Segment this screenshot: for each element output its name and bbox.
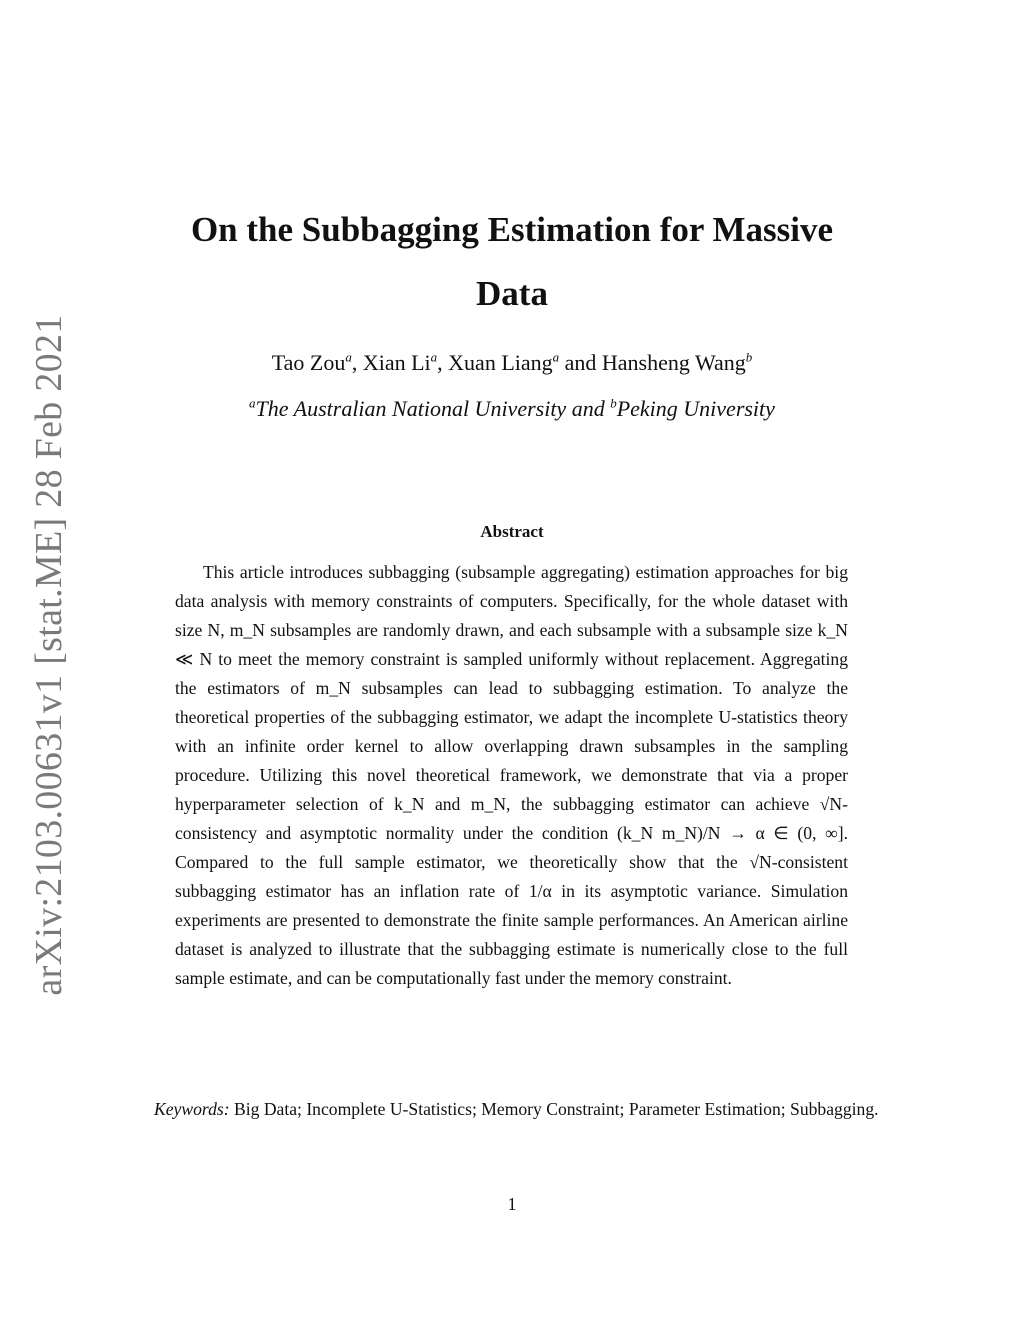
- title-line-2: Data: [476, 274, 548, 313]
- author-name: Hansheng Wang: [601, 350, 746, 375]
- paper-title: [120, 198, 904, 326]
- arxiv-identifier: arXiv:2103.00631v1 [stat.ME] 28 Feb 2021: [28, 314, 70, 996]
- affil-mark-a: a: [249, 395, 256, 411]
- affil-b: Peking University: [616, 396, 775, 421]
- author-list: Tao Zou$^a$, Xian Li$^a$, Xuan Liang$^a$ and Hansheng Wang$^b$: [271, 349, 753, 375]
- arxiv-sidebar: [22, 314, 76, 996]
- page-number: 1: [507, 1194, 517, 1214]
- abstract-heading: Abstract: [480, 522, 544, 541]
- author-name: Xuan Liang: [448, 350, 553, 375]
- author-affil-mark: a: [552, 349, 560, 365]
- author-name: Xian Li: [362, 350, 431, 375]
- keywords-label: Keywords:: [154, 1099, 230, 1119]
- author-affil-mark: a: [430, 349, 438, 365]
- affil-mark-b: b: [610, 395, 617, 411]
- abstract-body: This article introduces subbagging (subsample aggregating) estimation approaches for big data analysis with memory constraints of computers. Specifically, for the whole dataset with size N, m_N subsamples are randomly drawn, and each subsample with a subsample size k_N ≪ N to meet the memory constraint is sampled uniformly without replacement. Aggregating the estimators of m_N subsamples can lead to subbagging estimation. To analyze the theoretical properties of the subbagging estimator, we adapt the incomplete U-statistics theory with an infinite order kernel to allow overlapping drawn subsamples in the sampling procedure. Utilizing this novel theoretical framework, we demonstrate that via a proper hyperparameter selection of k_N and m_N, the subbagging estimator can achieve √N-consistency and asymptotic normality under the condition (k_N m_N)/N → α ∈ (0, ∞]. Compared to the full sample estimator, we theoretically show that the √N-consistent subbagging estimator has an inflation rate of 1/α in its asymptotic variance. Simulation experiments are presented to demonstrate the finite sample performances. An American airline dataset is analyzed to illustrate that the subbagging estimate is numerically close to the full sample estimate, and can be computationally fast under the memory constraint.: [175, 562, 848, 988]
- title-line-1: On the Subbagging Estimation for Massive: [190, 210, 834, 249]
- affil-a: The Australian National University: [255, 396, 567, 421]
- author-affil-mark: b: [745, 349, 753, 365]
- author-name: Tao Zou: [271, 350, 346, 375]
- keywords: [120, 1096, 898, 1123]
- keywords-text: Big Data; Incomplete U-Statistics; Memory Constraint; Parameter Estimation; Subbagging.: [234, 1099, 879, 1119]
- affiliations: $^a$The Australian National University and $^b$Peking University: [249, 395, 775, 421]
- author-affil-mark: a: [345, 349, 352, 365]
